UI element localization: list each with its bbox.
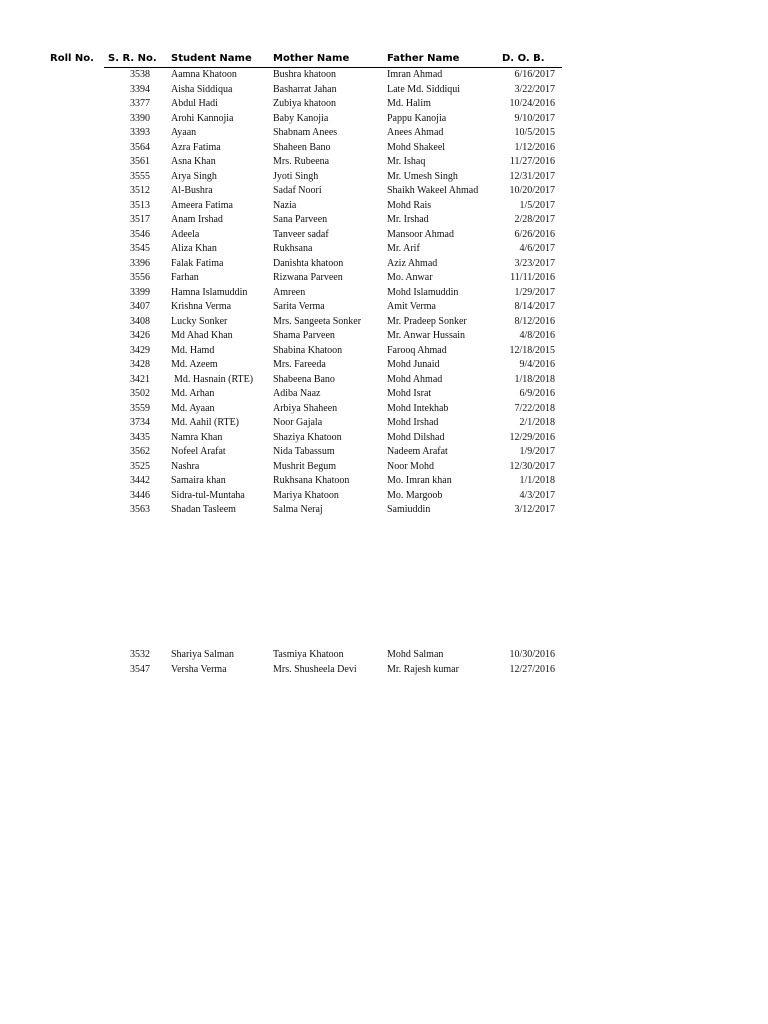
header-mother-name: Mother Name [273,53,350,64]
mother-name-cell: Mrs. Sangeeta Sonker [273,315,362,327]
dob-cell: 8/12/2016 [514,315,555,327]
header-student-name: Student Name [171,53,252,64]
sr-no-cell: 3502 [130,388,150,399]
sr-no-cell: 3547 [130,664,150,675]
sr-no-cell: 3562 [130,446,150,457]
student-name-cell: Versha Verma [171,664,227,675]
student-name-cell: Md Ahad Khan [171,330,233,341]
student-name-cell: Falak Fatima [171,257,224,269]
student-name-cell: Hamna Islamuddin [171,286,248,298]
sr-no-cell: 3555 [130,170,150,182]
table-row [0,431,768,446]
mother-name-cell: Jyoti Singh [273,170,319,182]
table-row [0,460,768,475]
student-name-cell: Md. Arhan [171,388,215,399]
sr-no-cell: 3513 [130,199,150,211]
father-name-cell: Mr. Rajesh kumar [387,664,459,675]
dob-cell: 10/30/2016 [509,649,555,660]
father-name-cell: Mohd Islamuddin [387,286,459,298]
sr-no-cell: 3408 [130,315,150,327]
student-name-cell: Al-Bushra [171,185,213,196]
table-row [0,344,768,359]
dob-cell: 1/29/2017 [514,286,555,298]
student-name-cell: Sidra-tul-Muntaha [171,489,245,501]
student-name-cell: Ameera Fatima [171,199,233,211]
table-row [0,373,768,388]
mother-name-cell: Adiba Naaz [273,388,321,399]
father-name-cell: Mohd Intekhab [387,402,449,414]
father-name-cell: Mohd Salman [387,649,444,660]
mother-name-cell: Basharrat Jahan [273,83,337,95]
table-row [0,358,768,373]
student-name-cell: Azra Fatima [171,141,221,153]
dob-cell: 12/18/2015 [509,344,555,356]
dob-cell: 6/26/2016 [514,228,555,240]
father-name-cell: Mo. Margoob [387,489,443,501]
dob-cell: 10/24/2016 [509,98,555,109]
dob-cell: 12/30/2017 [509,460,555,472]
sr-no-cell: 3546 [130,228,150,240]
father-name-cell: Mr. Arif [387,243,420,254]
dob-cell: 11/27/2016 [509,156,555,167]
dob-cell: 9/4/2016 [519,359,555,370]
table-row [0,257,768,272]
student-name-cell: Aisha Siddiqua [171,83,233,95]
dob-cell: 2/28/2017 [514,214,555,225]
sr-no-cell: 3407 [130,301,150,312]
mother-name-cell: Shabina Khatoon [273,344,343,356]
table-row [0,402,768,417]
father-name-cell: Mr. Umesh Singh [387,170,458,182]
father-name-cell: Mo. Anwar [387,272,433,283]
student-name-cell: Md. Azeem [171,359,218,370]
student-name-cell: Md. Ayaan [171,402,215,414]
student-name-cell: Adeela [171,228,200,240]
mother-name-cell: Shaziya Khatoon [273,431,342,443]
mother-name-cell: Tasmiya Khatoon [273,649,344,660]
table-row [0,155,768,170]
table-row [0,126,768,141]
student-name-cell: Abdul Hadi [171,98,218,109]
sr-no-cell: 3517 [130,214,150,225]
father-name-cell: Pappu Kanojia [387,112,447,124]
student-name-cell: Ayaan [171,127,197,138]
mother-name-cell: Shama Parveen [273,330,335,341]
father-name-cell: Samiuddin [387,504,431,515]
student-name-cell: Anam Irshad [171,214,223,225]
father-name-cell: Mr. Pradeep Sonker [387,315,467,327]
father-name-cell: Mr. Irshad [387,214,429,225]
table-row [0,242,768,257]
sr-no-cell: 3390 [130,112,150,124]
mother-name-cell: Danishta khatoon [273,257,344,269]
dob-cell: 1/12/2016 [514,141,555,153]
dob-cell: 1/18/2018 [514,373,555,385]
table-row [0,648,768,663]
dob-cell: 10/20/2017 [509,185,555,196]
header-dob: D. O. B. [502,53,545,64]
table-row [0,184,768,199]
table-row [0,141,768,156]
father-name-cell: Amit Verma [387,301,436,312]
father-name-cell: Late Md. Siddiqui [387,83,461,95]
mother-name-cell: Sadaf Noori [273,185,322,196]
student-name-cell: Asna Khan [171,156,216,167]
student-name-cell: Aamna Khatoon [171,69,237,80]
sr-no-cell: 3393 [130,127,150,138]
sr-no-cell: 3559 [130,402,150,414]
student-name-cell: Namra Khan [171,431,223,443]
dob-cell: 1/1/2018 [519,475,555,486]
mother-name-cell: Arbiya Shaheen [273,402,338,414]
table-row [0,83,768,98]
father-name-cell: Mohd Irshad [387,417,439,428]
student-name-cell: Arohi Kannojia [171,112,234,124]
mother-name-cell: Baby Kanojia [273,112,329,124]
father-name-cell: Aziz Ahmad [387,257,438,269]
table-row [0,170,768,185]
table-row [0,97,768,112]
sr-no-cell: 3396 [130,257,150,269]
header-roll-no: Roll No. [50,53,94,64]
table-row [0,329,768,344]
father-name-cell: Mr. Anwar Hussain [387,330,466,341]
father-name-cell: Shaikh Wakeel Ahmad [387,185,479,196]
sr-no-cell: 3532 [130,649,150,660]
table-row [0,315,768,330]
header-sr-no: S. R. No. [108,53,157,64]
table-row [0,300,768,315]
dob-cell: 6/9/2016 [519,388,555,399]
mother-name-cell: Mushrit Begum [273,460,337,472]
father-name-cell: Nadeem Arafat [387,446,448,457]
dob-cell: 4/6/2017 [519,243,555,254]
mother-name-cell: Mrs. Shusheela Devi [273,664,357,675]
table-row [0,286,768,301]
student-name-cell: Md. Aahil (RTE) [171,417,240,428]
student-name-cell: Samaira khan [171,475,226,486]
table-row [0,489,768,504]
sr-no-cell: 3442 [130,475,150,486]
father-name-cell: Md. Halim [387,98,431,109]
sr-no-cell: 3421 [130,373,150,385]
mother-name-cell: Tanveer sadaf [273,228,329,240]
mother-name-cell: Bushra khatoon [273,69,337,80]
sr-no-cell: 3545 [130,243,150,254]
table-row [0,271,768,286]
table-row [0,199,768,214]
student-name-cell: Nashra [171,460,200,472]
mother-name-cell: Mrs. Rubeena [273,156,330,167]
student-name-cell: Aliza Khan [171,243,217,254]
table-row [0,68,768,83]
table-row [0,445,768,460]
table-row [0,213,768,228]
dob-cell: 2/1/2018 [519,417,555,428]
father-name-cell: Mohd Junaid [387,359,440,370]
dob-cell: 3/23/2017 [514,257,555,269]
dob-cell: 1/5/2017 [519,199,555,211]
father-name-cell: Farooq Ahmad [387,344,447,356]
father-name-cell: Mansoor Ahmad [387,228,454,240]
sr-no-cell: 3446 [130,489,150,501]
table-row [0,663,768,678]
mother-name-cell: Sana Parveen [273,214,328,225]
mother-name-cell: Shabnam Anees [273,127,338,138]
sr-no-cell: 3399 [130,286,150,298]
mother-name-cell: Shabeena Bano [273,373,335,385]
table-row [0,503,768,518]
sr-no-cell: 3426 [130,330,150,341]
sr-no-cell: 3734 [130,417,150,428]
sr-no-cell: 3556 [130,272,150,283]
dob-cell: 11/11/2016 [510,272,555,283]
header-father-name: Father Name [387,53,460,64]
father-name-cell: Mr. Ishaq [387,156,426,167]
dob-cell: 12/29/2016 [509,431,555,443]
dob-cell: 12/27/2016 [509,664,555,675]
table-row [0,474,768,489]
mother-name-cell: Rizwana Parveen [273,272,343,283]
sr-no-cell: 3538 [130,69,150,80]
dob-cell: 6/16/2017 [514,69,555,80]
table-row [0,416,768,431]
father-name-cell: Imran Ahmad [387,69,443,80]
sr-no-cell: 3525 [130,460,150,472]
father-name-cell: Mohd Shakeel [387,141,446,153]
father-name-cell: Mo. Imran khan [387,475,452,486]
mother-name-cell: Nida Tabassum [273,446,335,457]
dob-cell: 3/12/2017 [514,504,555,515]
mother-name-cell: Shaheen Bano [273,141,331,153]
father-name-cell: Anees Ahmad [387,127,444,138]
student-name-cell: Shariya Salman [171,649,235,660]
student-name-cell: Md. Hasnain (RTE) [174,373,254,385]
sr-no-cell: 3563 [130,504,150,515]
table-row [0,112,768,127]
dob-cell: 4/8/2016 [519,330,555,341]
mother-name-cell: Zubiya khatoon [273,98,337,109]
sr-no-cell: 3428 [130,359,150,370]
sr-no-cell: 3394 [130,83,150,95]
student-name-cell: Krishna Verma [171,301,232,312]
mother-name-cell: Sarita Verma [273,301,325,312]
student-name-cell: Md. Hamd [171,344,215,356]
student-name-cell: Shadan Tasleem [171,504,236,515]
student-name-cell: Arya Singh [171,170,217,182]
mother-name-cell: Mariya Khatoon [273,489,339,501]
mother-name-cell: Rukhsana [273,243,313,254]
dob-cell: 8/14/2017 [514,301,555,312]
dob-cell: 7/22/2018 [514,402,555,414]
dob-cell: 12/31/2017 [509,170,555,182]
sr-no-cell: 3564 [130,141,150,153]
mother-name-cell: Mrs. Fareeda [273,359,326,370]
dob-cell: 9/10/2017 [514,112,555,124]
dob-cell: 1/9/2017 [519,446,555,457]
sr-no-cell: 3561 [130,156,150,167]
sr-no-cell: 3435 [130,431,150,443]
dob-cell: 3/22/2017 [514,83,555,95]
mother-name-cell: Salma Neraj [273,504,323,515]
table-row [0,228,768,243]
mother-name-cell: Rukhsana Khatoon [273,475,350,486]
student-name-cell: Nofeel Arafat [171,446,226,457]
student-name-cell: Farhan [171,272,199,283]
table-row [0,387,768,402]
sr-no-cell: 3512 [130,185,150,196]
father-name-cell: Mohd Dilshad [387,431,445,443]
sr-no-cell: 3429 [130,344,150,356]
dob-cell: 4/3/2017 [519,489,555,501]
father-name-cell: Mohd Rais [387,199,432,211]
father-name-cell: Mohd Ahmad [387,373,443,385]
student-name-cell: Lucky Sonker [171,315,228,327]
mother-name-cell: Amreen [273,286,306,298]
sr-no-cell: 3377 [130,98,150,109]
father-name-cell: Mohd Israt [387,388,432,399]
dob-cell: 10/5/2015 [514,127,555,138]
mother-name-cell: Nazia [273,199,297,211]
mother-name-cell: Noor Gajala [273,417,323,428]
father-name-cell: Noor Mohd [387,460,434,472]
